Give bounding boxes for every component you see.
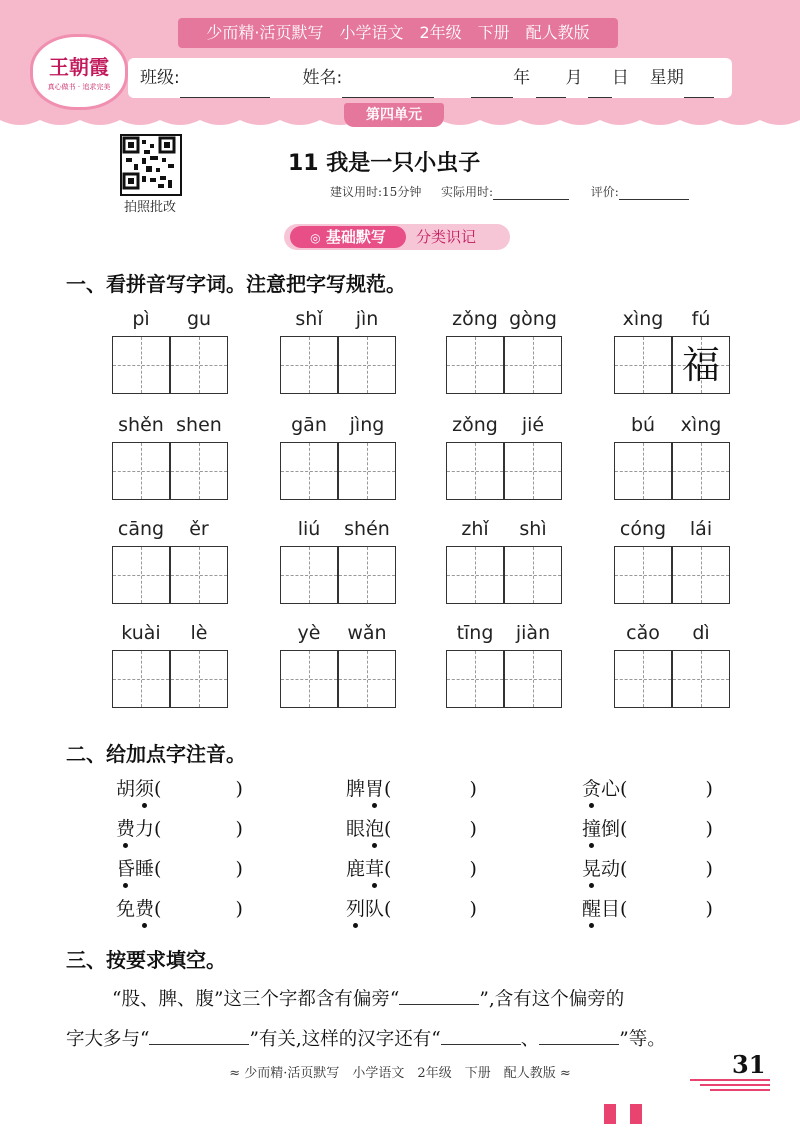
open-paren: (: [154, 898, 162, 920]
logo-slogan: 真心做书 · 追求完美: [47, 83, 111, 91]
dotted-character: 须: [135, 774, 154, 801]
pinyin-label: [446, 414, 566, 436]
open-paren: (: [384, 778, 392, 800]
pinyin-syllable: lè: [190, 622, 208, 644]
open-paren: (: [620, 778, 628, 800]
writing-box[interactable]: [280, 546, 338, 604]
written-character: [615, 547, 671, 603]
qr-code-icon[interactable]: [120, 134, 182, 196]
suggested-time: 建议用时:15分钟: [330, 185, 422, 199]
phonetic-item: [582, 854, 732, 881]
actual-time-field[interactable]: [493, 185, 569, 200]
class-label: 班级:: [140, 68, 180, 88]
written-character: [339, 547, 395, 603]
evaluation-field[interactable]: [619, 185, 689, 200]
writing-box[interactable]: [672, 650, 730, 708]
character: 动: [601, 858, 621, 880]
name-label: 姓名:: [302, 68, 343, 88]
writing-box[interactable]: [672, 442, 730, 500]
pinyin-syllable: tīng: [456, 622, 494, 644]
written-character: [447, 547, 503, 603]
name-field[interactable]: [342, 71, 434, 98]
close-paren: ): [235, 778, 243, 800]
pinyin-syllable: gu: [186, 308, 212, 330]
dotted-character: 费: [116, 814, 135, 841]
pinyin-syllable: jìn: [355, 308, 379, 330]
meaning-blank[interactable]: [149, 1024, 249, 1045]
pinyin-label: [280, 622, 400, 644]
writing-box[interactable]: [614, 442, 672, 500]
writing-box[interactable]: [504, 336, 562, 394]
pinyin-label: [280, 518, 400, 540]
writing-box[interactable]: [112, 650, 170, 708]
close-paren: ): [705, 898, 713, 920]
written-character: [615, 443, 671, 499]
pinyin-syllable: shen: [176, 414, 222, 436]
pinyin-label: [446, 308, 566, 330]
page-deco-lines: [690, 1078, 770, 1092]
fill-line-1: [112, 984, 624, 1011]
written-character: [171, 547, 227, 603]
written-character: [615, 651, 671, 707]
year-field[interactable]: [471, 71, 513, 98]
open-paren: (: [154, 858, 162, 880]
writing-box[interactable]: [338, 546, 396, 604]
pinyin-syllable: gān: [291, 414, 327, 436]
writing-box[interactable]: [112, 442, 170, 500]
student-info-row: [140, 58, 714, 98]
writing-box[interactable]: [446, 650, 504, 708]
writing-box[interactable]: [338, 442, 396, 500]
pinyin-label: [614, 308, 734, 330]
writing-box[interactable]: [672, 546, 730, 604]
written-character: [113, 547, 169, 603]
pinyin-syllable: cǎo: [626, 622, 660, 644]
written-character: [673, 651, 729, 707]
writing-box[interactable]: [446, 546, 504, 604]
pinyin-label: [614, 414, 734, 436]
written-character: [447, 337, 503, 393]
pinyin-syllable: zǒng: [452, 308, 498, 330]
pinyin-syllable: shǐ: [295, 308, 323, 330]
writing-box[interactable]: [614, 546, 672, 604]
open-paren: (: [384, 898, 392, 920]
badge-main: [290, 226, 406, 248]
pinyin-syllable: cóng: [619, 518, 667, 540]
logo-text: 王朝霞: [49, 55, 109, 79]
close-paren: ): [235, 858, 243, 880]
fill-text-2a: 字大多与“: [66, 1029, 150, 1050]
dotted-character: 晃: [582, 854, 601, 881]
dotted-character: 泡: [365, 814, 384, 841]
pinyin-syllable: wǎn: [347, 622, 387, 644]
section2-heading: 二、给加点字注音。: [66, 742, 246, 766]
dotted-character: 茸: [365, 854, 384, 881]
qr-caption: 拍照批改: [123, 200, 176, 215]
pinyin-syllable: kuài: [121, 622, 161, 644]
class-field[interactable]: [180, 71, 270, 98]
pinyin-syllable: xìng: [622, 308, 664, 330]
pinyin-label: [614, 518, 734, 540]
character: 队: [365, 898, 385, 920]
pinyin-label: [112, 308, 232, 330]
writing-box[interactable]: [504, 442, 562, 500]
phonetic-item: [116, 854, 262, 881]
pinyin-label: [112, 518, 232, 540]
written-character: [673, 547, 729, 603]
medal-icon: ◎: [310, 231, 321, 245]
month-label: 月: [565, 68, 583, 88]
binding-mark-2: [630, 1104, 642, 1124]
phonetic-item: [582, 894, 732, 921]
pinyin-syllable: yè: [297, 622, 321, 644]
written-character: [339, 443, 395, 499]
written-character: [281, 547, 337, 603]
pinyin-syllable: jié: [521, 414, 545, 436]
phonetic-item: [346, 774, 496, 801]
pinyin-syllable: liú: [297, 518, 321, 540]
writing-box[interactable]: [112, 546, 170, 604]
character: 倒: [601, 818, 621, 840]
written-character: [505, 651, 561, 707]
fill-text-2b: ”有关,这样的汉字还有“: [249, 1029, 441, 1050]
section1-heading: 一、看拼音写字词。注意把字写规范。: [66, 272, 406, 296]
dotted-character: 贪: [582, 774, 601, 801]
character: 脾: [346, 778, 366, 800]
year-label: 年: [513, 68, 531, 88]
example-blank-2[interactable]: [539, 1024, 619, 1045]
weekday-field[interactable]: [684, 71, 714, 98]
written-character: [339, 337, 395, 393]
writing-box[interactable]: [446, 336, 504, 394]
written-character: [171, 651, 227, 707]
character: 目: [601, 898, 621, 920]
phonetic-item: [346, 814, 496, 841]
written-character: [505, 337, 561, 393]
close-paren: ): [235, 898, 243, 920]
pinyin-syllable: lái: [689, 518, 713, 540]
day-field[interactable]: [588, 71, 612, 98]
pinyin-label: [280, 308, 400, 330]
pinyin-syllable: zhǐ: [461, 518, 489, 540]
dotted-character: 昏: [116, 854, 135, 881]
pinyin-syllable: xìng: [680, 414, 722, 436]
character: 力: [135, 818, 155, 840]
writing-box[interactable]: [170, 336, 228, 394]
pinyin-syllable: zǒng: [452, 414, 498, 436]
phonetic-item: [582, 774, 732, 801]
open-paren: (: [154, 818, 162, 840]
written-character: [447, 443, 503, 499]
phonetic-item: [116, 814, 262, 841]
binding-mark-1: [604, 1104, 616, 1124]
example-blank-1[interactable]: [441, 1024, 521, 1045]
writing-box[interactable]: [280, 650, 338, 708]
close-paren: ): [469, 858, 477, 880]
written-character: [281, 443, 337, 499]
phonetic-item: [116, 894, 262, 921]
open-paren: (: [384, 858, 392, 880]
pinyin-syllable: cāng: [117, 518, 165, 540]
dotted-character: 费: [135, 894, 154, 921]
writing-box[interactable]: [170, 546, 228, 604]
fill-line-2: [66, 1024, 666, 1051]
actual-time-label: 实际用时:: [440, 185, 494, 199]
dotted-character: 胃: [365, 774, 384, 801]
character: 胡: [116, 778, 136, 800]
pinyin-syllable: jiàn: [515, 622, 551, 644]
pinyin-syllable: shěn: [118, 414, 164, 436]
section3-heading: 三、按要求填空。: [66, 948, 226, 972]
writing-box[interactable]: [672, 336, 730, 394]
written-character: [281, 337, 337, 393]
open-paren: (: [620, 858, 628, 880]
pinyin-label: [112, 622, 232, 644]
written-character: [447, 651, 503, 707]
character: 睡: [135, 858, 155, 880]
written-character: [281, 651, 337, 707]
brand-logo: [30, 34, 128, 110]
footer-series: ≈ 少而精·活页默写 小学语文 2年级 下册 配人教版 ≈: [229, 1066, 571, 1081]
close-paren: ): [469, 778, 477, 800]
lesson-meta: [330, 183, 689, 200]
student-info-bar: [128, 58, 732, 98]
close-paren: ): [235, 818, 243, 840]
writing-box[interactable]: [280, 336, 338, 394]
close-paren: ): [469, 818, 477, 840]
writing-box[interactable]: [446, 442, 504, 500]
pinyin-label: [446, 622, 566, 644]
fill-text-2c: 、: [520, 1029, 540, 1050]
pinyin-syllable: bú: [630, 414, 656, 436]
series-title: 少而精·活页默写 小学语文 2年级 下册 配人教版: [178, 18, 618, 48]
written-character: [113, 443, 169, 499]
fill-text-2d: ”等。: [619, 1029, 666, 1050]
close-paren: ): [705, 858, 713, 880]
writing-box[interactable]: [112, 336, 170, 394]
written-character: [505, 547, 561, 603]
pinyin-syllable: shén: [344, 518, 390, 540]
pinyin-syllable: dì: [692, 622, 710, 644]
written-character: [113, 651, 169, 707]
lesson-title: 11 我是一只小虫子: [288, 151, 481, 176]
pinyin-label: [280, 414, 400, 436]
phonetic-item: [582, 814, 732, 841]
writing-box[interactable]: [338, 336, 396, 394]
writing-box[interactable]: [170, 442, 228, 500]
pinyin-syllable: fú: [691, 308, 711, 330]
pinyin-syllable: gòng: [509, 308, 557, 330]
badge-sub: 分类识记: [416, 228, 477, 246]
writing-box[interactable]: [504, 546, 562, 604]
written-character: [615, 337, 671, 393]
pinyin-syllable: jìng: [349, 414, 385, 436]
open-paren: (: [384, 818, 392, 840]
writing-box[interactable]: [614, 650, 672, 708]
phonetic-item: [346, 894, 496, 921]
day-label: 日: [611, 68, 629, 88]
close-paren: ): [469, 898, 477, 920]
open-paren: (: [154, 778, 162, 800]
unit-tag: 第四单元: [344, 103, 444, 127]
pinyin-label: [446, 518, 566, 540]
fill-text-1a: “股、脾、腹”这三个字都含有偏旁“: [112, 989, 400, 1010]
pinyin-label: [614, 622, 734, 644]
badge-main-label: 基础默写: [325, 228, 386, 246]
month-field[interactable]: [536, 71, 566, 98]
written-character: [171, 443, 227, 499]
open-paren: (: [620, 818, 628, 840]
written-character: [113, 337, 169, 393]
writing-box[interactable]: [614, 336, 672, 394]
open-paren: (: [620, 898, 628, 920]
phonetic-item: [346, 854, 496, 881]
written-character: [171, 337, 227, 393]
pinyin-syllable: shì: [519, 518, 547, 540]
written-character: [673, 443, 729, 499]
fill-text-1b: ”,含有这个偏旁的: [479, 989, 625, 1010]
dotted-character: 列: [346, 894, 365, 921]
writing-box[interactable]: [170, 650, 228, 708]
pinyin-label: [112, 414, 232, 436]
pinyin-syllable: ěr: [189, 518, 209, 540]
evaluation-label: 评价:: [590, 185, 619, 199]
dotted-character: 醒: [582, 894, 601, 921]
writing-box[interactable]: [338, 650, 396, 708]
writing-box[interactable]: [280, 442, 338, 500]
phonetic-item: [116, 774, 262, 801]
close-paren: ): [705, 818, 713, 840]
written-character: 福: [681, 343, 720, 387]
written-character: [505, 443, 561, 499]
character: 心: [601, 778, 621, 800]
radical-blank[interactable]: [399, 984, 479, 1005]
close-paren: ): [705, 778, 713, 800]
page-number: 31: [732, 1050, 766, 1079]
written-character: [339, 651, 395, 707]
dotted-character: 撞: [582, 814, 601, 841]
writing-box[interactable]: [504, 650, 562, 708]
character: 眼: [346, 818, 366, 840]
character: 免: [116, 898, 136, 920]
character: 鹿: [346, 858, 366, 880]
pinyin-syllable: pì: [132, 308, 150, 330]
weekday-label: 星期: [649, 68, 684, 88]
